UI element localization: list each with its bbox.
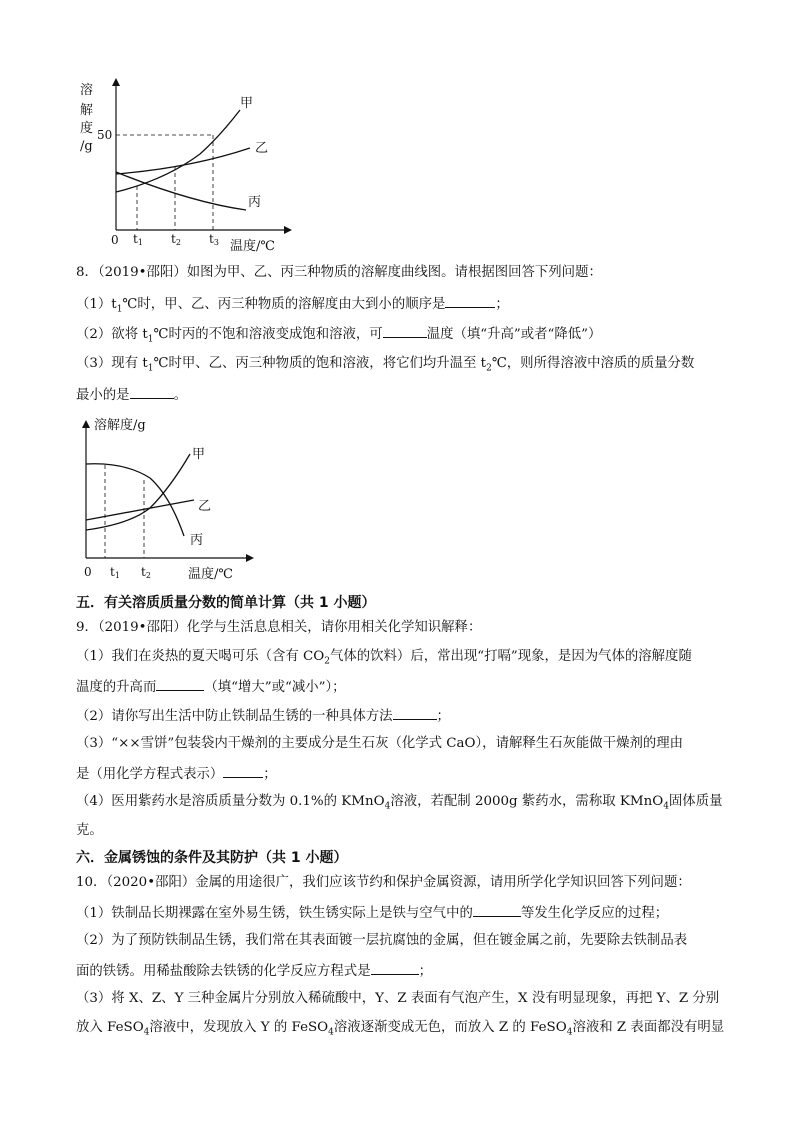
- q9-part3: （3）“××雪饼”包装袋内干燥剂的主要成分是生石灰（化学式 CaO），请解释生石灰能做干燥剂的理由: [76, 736, 684, 751]
- q9-part1: （1）我们在炎热的夏天喝可乐（含有 $CO_2$气体的饮料）后，常出现“打嗝”现象，是因为气体的溶解度随: [76, 649, 692, 667]
- y-label-char: /g: [80, 139, 93, 154]
- x-axis-arrow: [284, 226, 292, 234]
- q10-part3: （3）将 X、Z、Y 三种金属片分别放入稀硫酸中，Y、Z 表面有气泡产生，X 没有明显现象，再把 Y、Z 分别: [76, 991, 720, 1006]
- curve-label-bing: 丙: [190, 533, 204, 548]
- answer-blank[interactable]: [445, 295, 495, 308]
- y-axis-label: 溶解度/g: [94, 418, 146, 433]
- q8-part1: $(1)t_1℃$时，甲、乙、丙三种物质的溶解度由大到小的顺序是 ；: [76, 297, 509, 315]
- answer-blank[interactable]: [393, 707, 437, 720]
- q10-part3-line2: 放入 FeSO$_4$溶液中，发现放入 Y 的 FeSO$_4$溶液逐渐变成无色，而放入 Z 的 FeSO$_4$溶液和 Z 表面都没有明显: [76, 1020, 725, 1038]
- x-tick-t2: t2: [171, 232, 181, 247]
- x-axis-arrow: [246, 554, 254, 562]
- y-label-char: 溶: [80, 83, 94, 98]
- y-axis-arrow: [112, 78, 120, 86]
- answer-blank[interactable]: [223, 765, 263, 778]
- x-axis-label: 温度/℃: [230, 239, 275, 254]
- answer-blank[interactable]: [130, 386, 174, 399]
- curve-label-jia: 甲: [192, 447, 206, 462]
- y-axis-arrow: [82, 420, 90, 428]
- curve-yi: [116, 148, 250, 174]
- q10-intro: 10．（2020•邵阳）金属的用途很广，我们应该节约和保护金属资源，请用所学化学知识回答下列问题：: [76, 875, 691, 890]
- answer-blank[interactable]: [473, 904, 521, 917]
- curve-label-bing: 丙: [248, 195, 262, 210]
- q10-part2-line2: 面的铁锈。用稀盐酸除去铁锈的化学反应方程式是 ；: [76, 964, 432, 979]
- x-tick-t2: t2: [141, 565, 151, 580]
- q9-part4: （4）医用紫药水是溶质质量分数为 0.1%的 KMnO$_4$溶液，若配制 2000g 紫药水，需称取 KMnO$_4$固体质量: [76, 794, 723, 812]
- q8-part3-line2: 最小的是 。: [76, 388, 187, 403]
- answer-blank[interactable]: [371, 962, 419, 975]
- q8-intro: 8．（2019•邵阳）如图为甲、乙、丙三种物质的溶解度曲线图。请根据图回答下列问题：: [76, 265, 602, 280]
- q10-part2: （2）为了预防铁制品生锈，我们常在其表面镀一层抗腐蚀的金属，但在镀金属之前，先要除去铁制品表: [76, 933, 688, 948]
- x-tick-t1: t1: [110, 565, 120, 580]
- solubility-chart-2: [70, 412, 270, 584]
- solubility-chart-1: [70, 70, 310, 260]
- x-tick-t1: t1: [133, 232, 143, 247]
- curve-yi: [86, 500, 194, 520]
- y-axis-label: [80, 82, 93, 154]
- x-tick-t3: t3: [209, 232, 219, 247]
- q9-part1-line2: 温度的升高而 （填“增大”或“减小”）；: [76, 680, 346, 695]
- q8-part2: （2）欲将 $t_1℃$时丙的不饱和溶液变成饱和溶液，可 温度（填“升高”或者“降低”）: [76, 327, 602, 345]
- curve-bing: [116, 172, 246, 210]
- section-5-title: 五．有关溶质质量分数的简单计算（共 1 小题）: [76, 595, 376, 611]
- q9-part3-line2: 是（用化学方程式表示） ；: [76, 767, 277, 782]
- answer-blank[interactable]: [156, 678, 204, 691]
- x-axis-label: 温度/℃: [188, 567, 233, 582]
- curve-label-yi: 乙: [198, 499, 212, 514]
- curve-bing: [86, 464, 184, 536]
- origin-label: 0: [111, 233, 119, 247]
- q9-part4-line2: 克。: [76, 823, 103, 838]
- y-label-char: 度: [80, 121, 94, 136]
- q8-part3: （3）现有 $t_1℃$时甲、乙、丙三种物质的饱和溶液，将它们均升温至 $t_2℃$，则所得溶液中溶质的质量分数: [76, 356, 695, 374]
- section-6-title: 六．金属锈蚀的条件及其防护（共 1 小题）: [76, 850, 348, 866]
- answer-blank[interactable]: [383, 325, 427, 338]
- curve-label-yi: 乙: [255, 141, 269, 156]
- y-label-char: 解: [80, 103, 94, 118]
- q9-part2: （2）请你写出生活中防止铁制品生锈的一种具体方法 ；: [76, 709, 450, 724]
- q9-intro: 9．（2019•邵阳）化学与生活息息相关，请你用相关化学知识解释：: [76, 620, 482, 635]
- curve-jia: [86, 454, 190, 530]
- curve-label-jia: 甲: [240, 96, 254, 111]
- y-tick-50: 50: [97, 128, 113, 142]
- origin-label: 0: [84, 565, 92, 579]
- q10-part1: （1）铁制品长期裸露在室外易生锈，铁生锈实际上是铁与空气中的 等发生化学反应的过程；: [76, 906, 669, 921]
